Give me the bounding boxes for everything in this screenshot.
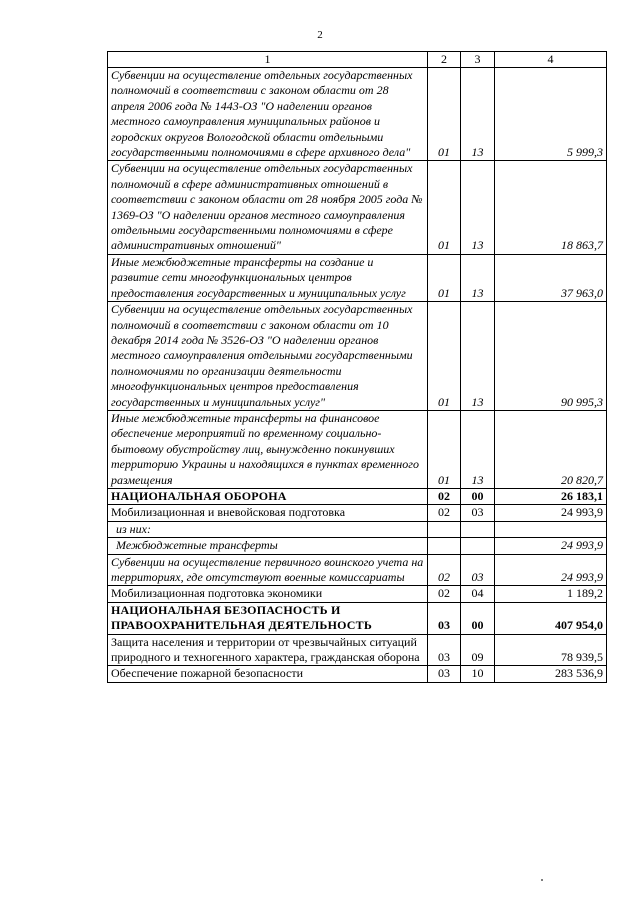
row-section-code-cell: 01: [428, 410, 461, 488]
table-row: [108, 554, 607, 586]
row-section-code-cell: 02: [428, 586, 461, 602]
row-subsection-code-cell: 13: [461, 302, 495, 411]
budget-table: [107, 51, 607, 683]
row-amount-cell: 37 963,0: [495, 254, 607, 301]
row-name-cell: Мобилизационная и вневойсковая подготовка: [108, 505, 428, 521]
row-amount-cell: 1 189,2: [495, 586, 607, 602]
header-col-3: 3: [461, 52, 495, 68]
row-name-cell: Мобилизационная подготовка экономики: [108, 586, 428, 602]
row-name-cell: Субвенции на осуществление отдельных государственных полномочий в соответствии с законом области от 10 декабря 2014 года № 3526-ОЗ "О наделении органов местного самоуправления отдельными государственными полномочиями по организации деятельности многофункциональных центров предоставления государственных и муниципальных услуг": [108, 302, 428, 411]
row-amount-cell: 24 993,9: [495, 505, 607, 521]
scan-speck: [541, 879, 543, 881]
row-amount-cell: 18 863,7: [495, 161, 607, 254]
header-col-4: 4: [495, 52, 607, 68]
row-subsection-code-cell: 13: [461, 410, 495, 488]
row-amount-cell: 20 820,7: [495, 410, 607, 488]
row-section-code-cell: 02: [428, 488, 461, 504]
table-row: [108, 68, 607, 161]
row-amount-cell: [495, 521, 607, 537]
row-section-code-cell: 02: [428, 505, 461, 521]
table-row: [108, 586, 607, 602]
row-amount-cell: 407 954,0: [495, 602, 607, 634]
row-subsection-code-cell: 10: [461, 666, 495, 682]
row-subsection-code-cell: 00: [461, 602, 495, 634]
table-row: [108, 505, 607, 521]
row-name-cell: Обеспечение пожарной безопасности: [108, 666, 428, 682]
row-subsection-code-cell: 04: [461, 586, 495, 602]
row-section-code-cell: 01: [428, 68, 461, 161]
row-section-code-cell: [428, 521, 461, 537]
row-amount-cell: 5 999,3: [495, 68, 607, 161]
row-section-code-cell: 03: [428, 634, 461, 666]
table-row: [108, 538, 607, 554]
row-amount-cell: 283 536,9: [495, 666, 607, 682]
table-row: [108, 302, 607, 411]
row-amount-cell: 26 183,1: [495, 488, 607, 504]
row-subsection-code-cell: 09: [461, 634, 495, 666]
row-section-code-cell: 02: [428, 554, 461, 586]
row-section-code-cell: [428, 538, 461, 554]
row-section-code-cell: 03: [428, 602, 461, 634]
row-name-cell: Иные межбюджетные трансферты на создание и развитие сети многофункциональных центров предоставления государственных и муниципальных услуг: [108, 254, 428, 301]
row-name-cell: НАЦИОНАЛЬНАЯ БЕЗОПАСНОСТЬ И ПРАВООХРАНИТЕЛЬНАЯ ДЕЯТЕЛЬНОСТЬ: [108, 602, 428, 634]
row-subsection-code-cell: 03: [461, 554, 495, 586]
row-amount-cell: 24 993,9: [495, 538, 607, 554]
row-amount-cell: 78 939,5: [495, 634, 607, 666]
table-row: [108, 488, 607, 504]
row-subsection-code-cell: [461, 538, 495, 554]
page-number: 2: [317, 29, 323, 41]
row-section-code-cell: 01: [428, 302, 461, 411]
table-row: [108, 521, 607, 537]
row-subsection-code-cell: 13: [461, 68, 495, 161]
row-subsection-code-cell: 03: [461, 505, 495, 521]
header-col-2: 2: [428, 52, 461, 68]
row-name-cell: Субвенции на осуществление первичного воинского учета на территориях, где отсутствуют военные комиссариаты: [108, 554, 428, 586]
table-row: [108, 666, 607, 682]
table-row: [108, 410, 607, 488]
row-amount-cell: 90 995,3: [495, 302, 607, 411]
row-amount-cell: 24 993,9: [495, 554, 607, 586]
row-name-cell: Иные межбюджетные трансферты на финансовое обеспечение мероприятий по временному социально-бытовому обустройству лиц, вынужденно покинувших территорию Украины и находящихся в пунктах временного размещения: [108, 410, 428, 488]
row-name-cell: из них:: [108, 521, 428, 537]
row-subsection-code-cell: 13: [461, 161, 495, 254]
row-section-code-cell: 01: [428, 161, 461, 254]
row-name-cell: Субвенции на осуществление отдельных государственных полномочий в сфере административных отношений в соответствии с законом области от 28 ноября 2005 года № 1369-ОЗ "О наделении органов местного самоуправления отдельными государственными полномочиями в сфере административных отношений": [108, 161, 428, 254]
table-row: [108, 161, 607, 254]
header-col-1: 1: [108, 52, 428, 68]
table-header-row: [108, 52, 607, 68]
row-subsection-code-cell: 00: [461, 488, 495, 504]
table-row: [108, 254, 607, 301]
table-row: [108, 602, 607, 634]
row-name-cell: Субвенции на осуществление отдельных государственных полномочий в соответствии с законом области от 28 апреля 2006 года № 1443-ОЗ "О наделении органов местного самоуправления муниципальных районов и городских округов Вологодской области отдельными государственными полномочиями в сфере архивного дела": [108, 68, 428, 161]
row-section-code-cell: 03: [428, 666, 461, 682]
row-subsection-code-cell: 13: [461, 254, 495, 301]
row-section-code-cell: 01: [428, 254, 461, 301]
row-name-cell: НАЦИОНАЛЬНАЯ ОБОРОНА: [108, 488, 428, 504]
row-name-cell: Межбюджетные трансферты: [108, 538, 428, 554]
budget-table-body: [108, 52, 607, 683]
table-row: [108, 634, 607, 666]
row-name-cell: Защита населения и территории от чрезвычайных ситуаций природного и техногенного характера, гражданская оборона: [108, 634, 428, 666]
row-subsection-code-cell: [461, 521, 495, 537]
